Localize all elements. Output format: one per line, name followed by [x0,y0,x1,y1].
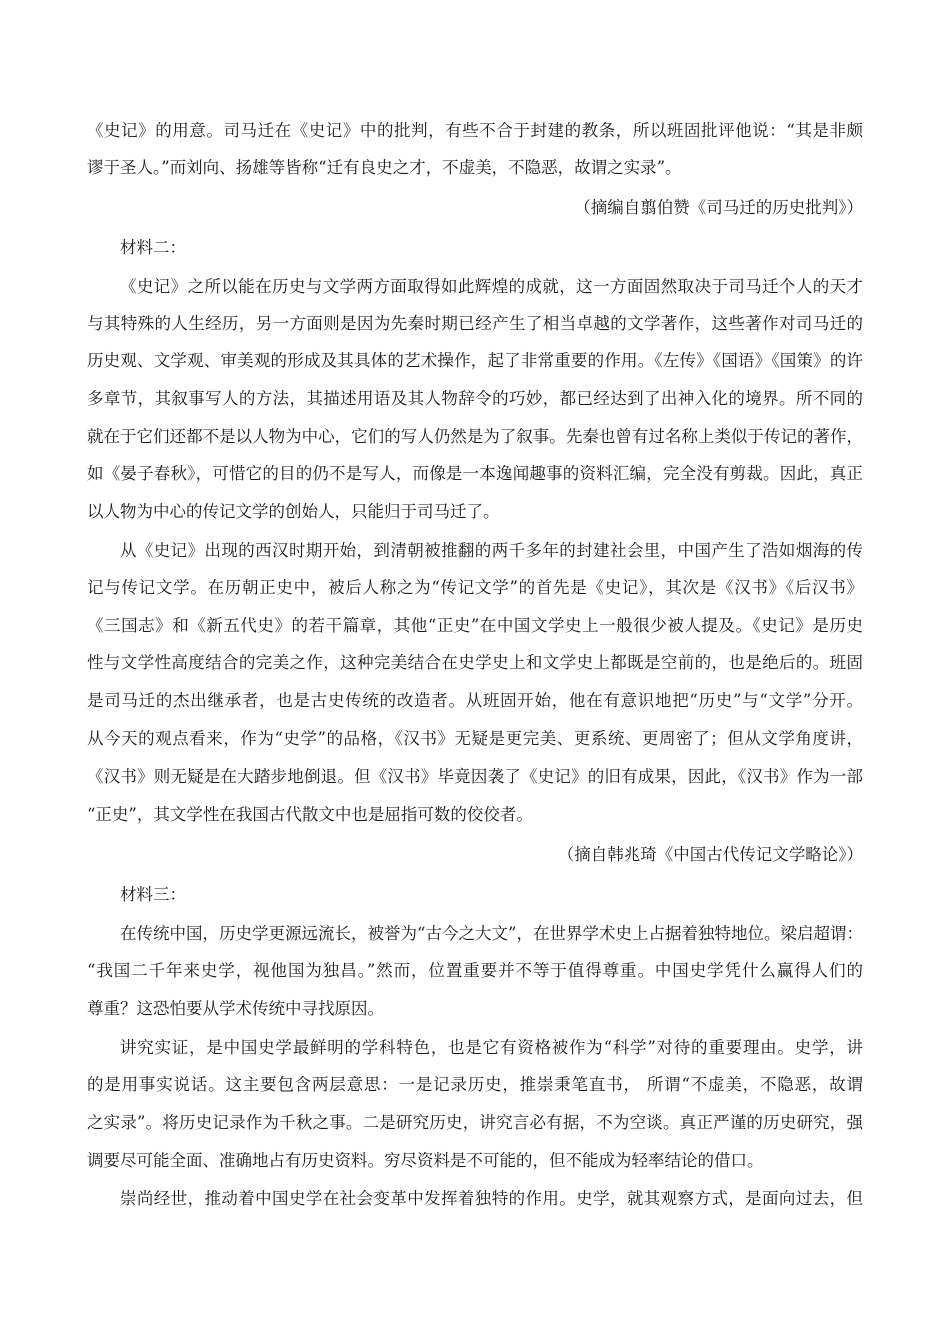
text-line: 《史记》的用意。司马迁在《史记》中的批判，有些不合于封建的教条，所以班固批评他说：“其是非颇 [87,121,863,140]
text-line: 以人物为中心的传记文学的创始人，只能归于司马迁了。 [87,502,500,521]
text-line: 就在于它们还都不是以人物为中心，它们的写人仍然是为了叙事。先秦也曾有过名称上类似于传记的著作， [87,427,863,446]
text-line: 与其特殊的人生经历，另一方面则是因为先秦时期已经产生了相当卓越的文学著作，这些著作对司马迁的 [87,314,863,333]
source-citation: （摘编自翦伯赞《司马迁的历史批判》） [574,198,863,217]
text-line: 历史观、文学观、审美观的形成及其具体的艺术操作，起了非常重要的作用。《左传》《国语》《国策》的许 [87,351,863,370]
text-line: 的是用事实说话。这主要包含两层意思：一是记录历史，推崇秉笔直书， 所谓“不虚美，不隐恶，故谓 [87,1075,863,1094]
text-line: 调要尽可能全面、准确地占有历史资料。穷尽资料是不可能的，但不能成为轻率结论的借口。 [87,1151,764,1170]
text-line: 《史记》之所以能在历史与文学两方面取得如此辉煌的成就，这一方面固然取决于司马迁个人的天才 [120,277,863,296]
text-line: 《三国志》和《新五代史》的若干篇章，其他“正史”在中国文学史上一般很少被人提及。《史记》是历史 [87,616,863,635]
text-line: 多章节，其叙事写人的方法，其描述用语及其人物辞令的巧妙，都已经达到了出神入化的境界。所不同的 [87,389,863,408]
text-line: “正史”，其文学性在我国古代散文中也是屈指可数的佼佼者。 [87,805,533,824]
section-heading: 材料三： [120,885,186,904]
text-line: 讲究实证，是中国史学最鲜明的学科特色，也是它有资格被作为“科学”对待的重要理由。史学，讲 [120,1038,863,1057]
text-line: 《汉书》则无疑是在大踏步地倒退。但《汉书》毕竟因袭了《史记》的旧有成果，因此，《汉书》作为一部 [87,767,863,786]
text-line: 谬于圣人。”而刘向、扬雄等皆称“迁有良史之才，不虚美，不隐恶，故谓之实录”。 [87,158,682,177]
text-line: 是司马迁的杰出继承者，也是古史传统的改造者。从班固开始，他在有意识地把“历史”与“文学”分开。 [87,691,863,710]
text-line: 在传统中国，历史学更源远流长，被誉为“古今之大文”，在世界学术史上占据着独特地位。梁启超谓： [120,924,863,943]
text-line: 尊重？这恐怕要从学术传统中寻找原因。 [87,999,384,1018]
text-line: 记与传记文学。在历朝正史中，被后人称之为“传记文学”的首先是《史记》，其次是《汉书》《后汉书》 [87,578,863,597]
text-line: 如《晏子春秋》，可惜它的目的仍不是写人，而像是一本逸闻趣事的资料汇编，完全没有剪裁。因此，真正 [87,464,863,483]
text-line: 从今天的观点看来，作为“史学”的品格，《汉书》无疑是更完美、更系统、更周密了；但从文学角度讲， [87,729,863,748]
text-line: 之实录”。将历史记录作为千秋之事。二是研究历史，讲究言必有据，不为空谈。真正严谨的历史研究，强 [87,1113,863,1132]
text-line: 崇尚经世，推动着中国史学在社会变革中发挥着独特的作用。史学，就其观察方式，是面向过去，但 [120,1189,863,1208]
text-line: “我国二千年来史学，视他国为独昌。”然而，位置重要并不等于值得尊重。中国史学凭什么赢得人们的 [87,961,863,980]
source-citation: （摘自韩兆琦《中国古代传记文学略论》） [557,845,863,864]
section-heading: 材料二： [120,238,186,257]
text-line: 从《史记》出现的西汉时期开始，到清朝被推翻的两千多年的封建社会里，中国产生了浩如烟海的传 [120,541,863,560]
text-line: 性与文学性高度结合的完美之作，这种完美结合在史学史上和文学史上都既是空前的，也是绝后的。班固 [87,653,863,672]
